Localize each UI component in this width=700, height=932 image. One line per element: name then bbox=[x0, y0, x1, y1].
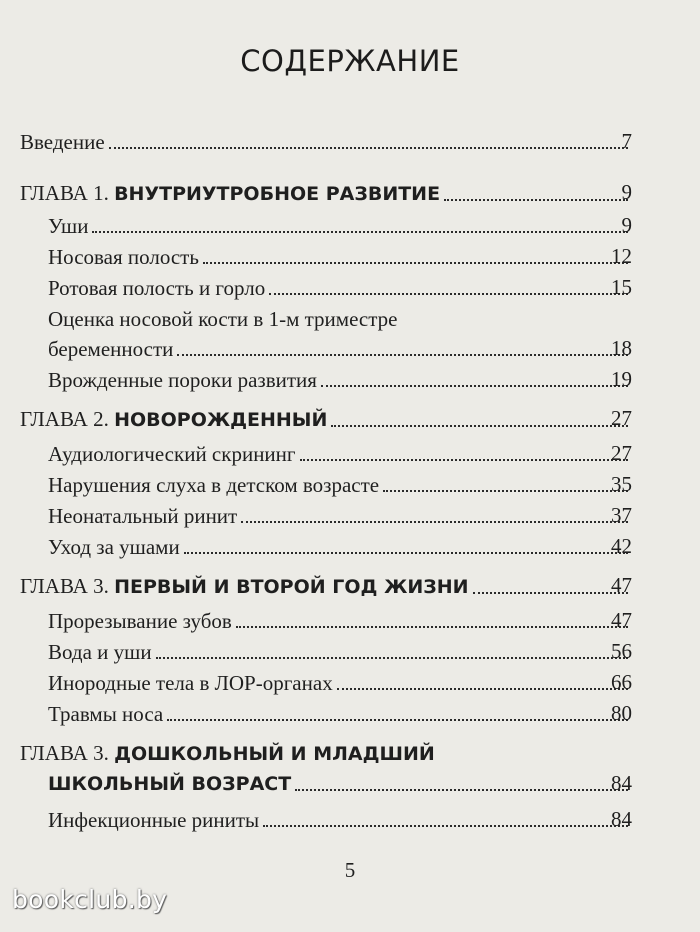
dot-leader bbox=[203, 262, 628, 264]
toc-entry bbox=[48, 807, 632, 833]
toc-entry-title: Аудиологический скрининг bbox=[48, 442, 296, 466]
toc-chapter bbox=[20, 740, 632, 767]
toc-entry-page: 37 bbox=[611, 503, 632, 527]
toc-entry-title: Прорезывание зубов bbox=[48, 609, 232, 633]
chapter-title: ДОШКОЛЬНЫЙ И МЛАДШИЙ bbox=[114, 743, 435, 765]
chapter-prefix: ГЛАВА 2. bbox=[20, 407, 109, 431]
toc-entry bbox=[48, 670, 632, 696]
dot-leader bbox=[167, 719, 628, 721]
watermark-text: bookclub.by bbox=[12, 885, 168, 914]
toc-entry-title: Врожденные пороки развития bbox=[48, 368, 317, 392]
toc-entry-page: 12 bbox=[611, 244, 632, 268]
toc-entry-title: Введение bbox=[20, 130, 105, 154]
toc-entry-title: Нарушения слуха в детском возрасте bbox=[48, 473, 380, 497]
chapter-prefix: ГЛАВА 1. bbox=[20, 181, 109, 205]
dot-leader bbox=[236, 626, 628, 628]
toc-entry bbox=[48, 306, 632, 332]
dot-leader bbox=[109, 147, 628, 149]
chapter-title: ВНУТРИУТРОБНОЕ РАЗВИТИЕ bbox=[114, 183, 441, 205]
chapter-title: НОВОРОЖДЕННЫЙ bbox=[114, 409, 328, 431]
chapter-prefix: ГЛАВА 3. bbox=[20, 741, 109, 765]
toc-entry-page: 9 bbox=[621, 213, 632, 237]
toc-entry-title: Носовая полость bbox=[48, 245, 199, 269]
toc-entry bbox=[48, 244, 632, 270]
toc-entry-page: 19 bbox=[611, 367, 632, 391]
toc-entry-page: 84 bbox=[611, 771, 632, 795]
toc-entry-continued bbox=[48, 336, 632, 362]
toc-entry-title: Ротовая полость и горло bbox=[48, 276, 266, 300]
toc-entry bbox=[48, 608, 632, 634]
toc-chapter bbox=[20, 406, 632, 433]
toc-entry-page: 18 bbox=[611, 336, 632, 360]
toc-entry bbox=[48, 534, 632, 560]
chapter-title-line2: ШКОЛЬНЫЙ ВОЗРАСТ bbox=[48, 773, 292, 795]
chapter-title: ПЕРВЫЙ И ВТОРОЙ ГОД ЖИЗНИ bbox=[114, 576, 469, 598]
toc-entry bbox=[20, 129, 632, 155]
dot-leader bbox=[177, 354, 628, 356]
toc-entry bbox=[48, 213, 632, 239]
toc-chapter bbox=[20, 573, 632, 600]
toc-entry-page: 42 bbox=[611, 534, 632, 558]
toc-entry-page: 47 bbox=[611, 608, 632, 632]
toc-chapter bbox=[20, 180, 632, 207]
toc-entry-title: Неонатальный ринит bbox=[48, 504, 238, 528]
toc-entry-page: 9 bbox=[621, 180, 632, 204]
toc-entry bbox=[48, 367, 632, 393]
toc-entry-title-line2: беременности bbox=[48, 337, 174, 361]
toc-entry bbox=[48, 701, 632, 727]
toc-entry bbox=[48, 472, 632, 498]
toc-entry bbox=[48, 503, 632, 529]
toc-entry-page: 66 bbox=[611, 670, 632, 694]
toc-entry-title: Уши bbox=[48, 214, 89, 238]
toc-entry-title: Инфекционные риниты bbox=[48, 808, 260, 832]
dot-leader bbox=[92, 231, 628, 233]
toc-entry-title: Оценка носовой кости в 1-м триместре bbox=[48, 307, 398, 331]
toc-entry-page: 7 bbox=[621, 129, 632, 153]
toc-entry-title: Травмы носа bbox=[48, 702, 164, 726]
toc-entry-title: Вода и уши bbox=[48, 640, 152, 664]
toc-entry bbox=[48, 441, 632, 467]
page-number: 5 bbox=[344, 858, 356, 882]
toc-entry-page: 35 bbox=[611, 472, 632, 496]
toc-entry bbox=[48, 639, 632, 665]
dot-leader bbox=[184, 552, 628, 554]
toc-entry-page: 15 bbox=[611, 275, 632, 299]
toc-entry-title: Инородные тела в ЛОР-органах bbox=[48, 671, 333, 695]
chapter-prefix: ГЛАВА 3. bbox=[20, 574, 109, 598]
toc-entry-page: 80 bbox=[611, 701, 632, 725]
toc-entry-page: 47 bbox=[611, 573, 632, 597]
dot-leader bbox=[241, 521, 628, 523]
toc-entry-page: 84 bbox=[611, 807, 632, 831]
toc-entry-page: 56 bbox=[611, 639, 632, 663]
page-title: СОДЕРЖАНИЕ bbox=[240, 44, 460, 78]
toc-entry-page: 27 bbox=[611, 441, 632, 465]
toc-chapter-continued bbox=[48, 771, 632, 797]
toc-entry-title: Уход за ушами bbox=[48, 535, 180, 559]
toc-entry-page: 27 bbox=[611, 406, 632, 430]
dot-leader bbox=[156, 657, 628, 659]
toc-entry bbox=[48, 275, 632, 301]
